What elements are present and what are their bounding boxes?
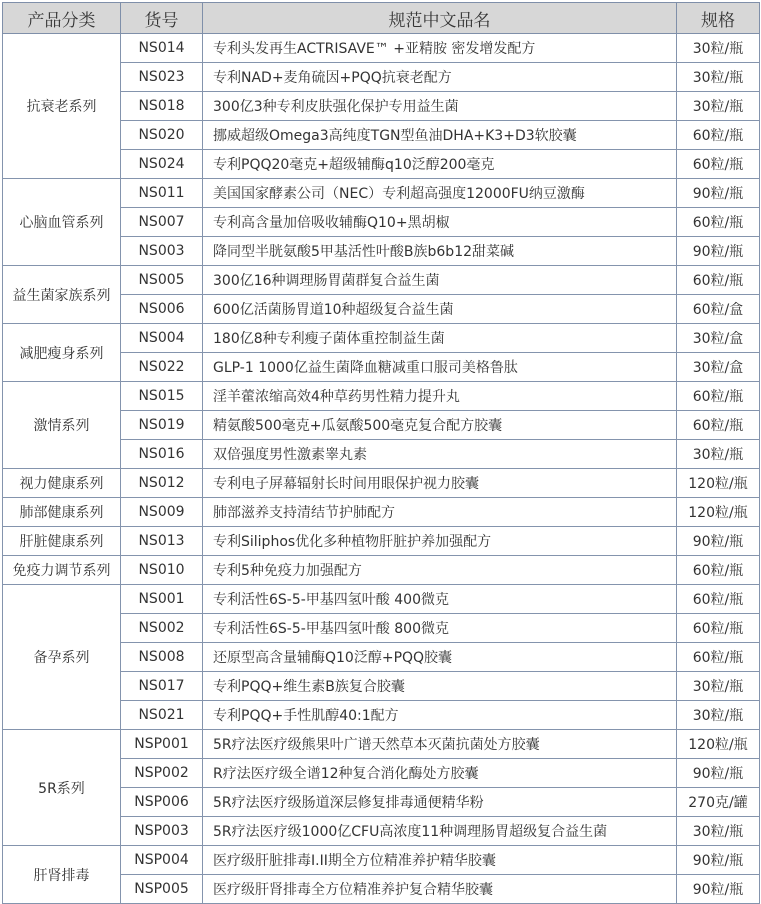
spec-cell: 60粒/瓶: [677, 266, 760, 295]
code-cell: NS013: [121, 527, 203, 556]
code-cell: NS024: [121, 150, 203, 179]
table-row: [3, 382, 760, 411]
code-cell: NS021: [121, 701, 203, 730]
code-cell: NS006: [121, 295, 203, 324]
code-cell: NS014: [121, 34, 203, 63]
product-name-cell: 180亿8种专利瘦子菌体重控制益生菌: [203, 324, 677, 353]
spec-cell: 30粒/瓶: [677, 672, 760, 701]
category-cell: 免疫力调节系列: [3, 556, 121, 585]
spec-cell: 30粒/盒: [677, 353, 760, 382]
product-name-cell: 淫羊藿浓缩高效4种草药男性精力提升丸: [203, 382, 677, 411]
code-cell: NS020: [121, 121, 203, 150]
spec-cell: 60粒/瓶: [677, 382, 760, 411]
product-name-cell: 还原型高含量辅酶Q10泛醇+PQQ胶囊: [203, 643, 677, 672]
table-row: [3, 527, 760, 556]
spec-cell: 30粒/瓶: [677, 701, 760, 730]
product-name-cell: 专利PQQ+手性肌醇40:1配方: [203, 701, 677, 730]
product-name-cell: 专利Siliphos优化多种植物肝脏护养加强配方: [203, 527, 677, 556]
spec-cell: 60粒/盒: [677, 295, 760, 324]
category-cell: 肝脏健康系列: [3, 527, 121, 556]
spec-cell: 60粒/瓶: [677, 614, 760, 643]
category-cell: 备孕系列: [3, 585, 121, 730]
code-cell: NSP002: [121, 759, 203, 788]
spec-cell: 90粒/瓶: [677, 179, 760, 208]
category-cell: 心脑血管系列: [3, 179, 121, 266]
code-cell: NSP003: [121, 817, 203, 846]
spec-cell: 30粒/瓶: [677, 440, 760, 469]
spec-cell: 90粒/瓶: [677, 237, 760, 266]
spec-cell: 90粒/瓶: [677, 846, 760, 875]
category-cell: 减肥瘦身系列: [3, 324, 121, 382]
product-name-cell: 专利活性6S-5-甲基四氢叶酸 800微克: [203, 614, 677, 643]
spec-cell: 60粒/瓶: [677, 585, 760, 614]
category-cell: 益生菌家族系列: [3, 266, 121, 324]
code-cell: NS016: [121, 440, 203, 469]
category-cell: 肝肾排毒: [3, 846, 121, 904]
spec-cell: 90粒/瓶: [677, 527, 760, 556]
header-row: [3, 3, 760, 34]
table-row: [3, 730, 760, 759]
product-name-cell: 专利PQQ20毫克+超级辅酶q10泛醇200毫克: [203, 150, 677, 179]
code-cell: NS012: [121, 469, 203, 498]
table-row: [3, 266, 760, 295]
spec-cell: 60粒/瓶: [677, 208, 760, 237]
product-name-cell: 5R疗法医疗级熊果叶广谱天然草本灭菌抗菌处方胶囊: [203, 730, 677, 759]
table-row: [3, 556, 760, 585]
header-code: 货号: [121, 3, 203, 34]
table-row: [3, 846, 760, 875]
code-cell: NS010: [121, 556, 203, 585]
header-category: 产品分类: [3, 3, 121, 34]
code-cell: NS017: [121, 672, 203, 701]
code-cell: NS011: [121, 179, 203, 208]
code-cell: NS003: [121, 237, 203, 266]
product-name-cell: 医疗级肝脏排毒I.II期全方位精准养护精华胶囊: [203, 846, 677, 875]
product-name-cell: 医疗级肝肾排毒全方位精准养护复合精华胶囊: [203, 875, 677, 904]
product-name-cell: 肺部滋养支持清结节护肺配方: [203, 498, 677, 527]
code-cell: NS004: [121, 324, 203, 353]
table-body: [3, 34, 760, 904]
product-name-cell: 专利头发再生ACTRISAVE™ +亚精胺 密发增发配方: [203, 34, 677, 63]
product-name-cell: 降同型半胱氨酸5甲基活性叶酸B族b6b12甜菜碱: [203, 237, 677, 266]
product-name-cell: 双倍强度男性激素睾丸素: [203, 440, 677, 469]
spec-cell: 30粒/瓶: [677, 34, 760, 63]
spec-cell: 90粒/瓶: [677, 875, 760, 904]
code-cell: NSP005: [121, 875, 203, 904]
code-cell: NS001: [121, 585, 203, 614]
code-cell: NS005: [121, 266, 203, 295]
spec-cell: 60粒/瓶: [677, 411, 760, 440]
product-name-cell: 专利电子屏幕辐射长时间用眼保护视力胶囊: [203, 469, 677, 498]
product-name-cell: 5R疗法医疗级肠道深层修复排毒通便精华粉: [203, 788, 677, 817]
product-name-cell: GLP-1 1000亿益生菌降血糖减重口服司美格鲁肽: [203, 353, 677, 382]
spec-cell: 30粒/瓶: [677, 63, 760, 92]
header-name: 规范中文品名: [203, 3, 677, 34]
spec-cell: 90粒/瓶: [677, 759, 760, 788]
code-cell: NSP004: [121, 846, 203, 875]
category-cell: 5R系列: [3, 730, 121, 846]
category-cell: 抗衰老系列: [3, 34, 121, 179]
table-row: [3, 585, 760, 614]
code-cell: NS022: [121, 353, 203, 382]
spec-cell: 60粒/瓶: [677, 556, 760, 585]
spec-cell: 270克/罐: [677, 788, 760, 817]
category-cell: 激情系列: [3, 382, 121, 469]
product-table: [2, 2, 760, 904]
spec-cell: 120粒/瓶: [677, 469, 760, 498]
category-cell: 肺部健康系列: [3, 498, 121, 527]
code-cell: NS008: [121, 643, 203, 672]
code-cell: NS002: [121, 614, 203, 643]
spec-cell: 60粒/瓶: [677, 150, 760, 179]
code-cell: NS015: [121, 382, 203, 411]
code-cell: NS007: [121, 208, 203, 237]
product-name-cell: 精氨酸500毫克+瓜氨酸500毫克复合配方胶囊: [203, 411, 677, 440]
spec-cell: 60粒/瓶: [677, 121, 760, 150]
table-row: [3, 498, 760, 527]
product-name-cell: 专利NAD+麦角硫因+PQQ抗衰老配方: [203, 63, 677, 92]
code-cell: NS009: [121, 498, 203, 527]
spec-cell: 30粒/盒: [677, 324, 760, 353]
table-row: [3, 469, 760, 498]
product-name-cell: 挪威超级Omega3高纯度TGN型鱼油DHA+K3+D3软胶囊: [203, 121, 677, 150]
spec-cell: 30粒/瓶: [677, 817, 760, 846]
code-cell: NSP001: [121, 730, 203, 759]
table-row: [3, 179, 760, 208]
product-name-cell: 专利PQQ+维生素B族复合胶囊: [203, 672, 677, 701]
code-cell: NS023: [121, 63, 203, 92]
product-name-cell: 专利活性6S-5-甲基四氢叶酸 400微克: [203, 585, 677, 614]
spec-cell: 120粒/瓶: [677, 730, 760, 759]
product-name-cell: R疗法医疗级全谱12种复合消化酶处方胶囊: [203, 759, 677, 788]
product-name-cell: 300亿16种调理肠胃菌群复合益生菌: [203, 266, 677, 295]
product-name-cell: 300亿3种专利皮肤强化保护专用益生菌: [203, 92, 677, 121]
code-cell: NS019: [121, 411, 203, 440]
spec-cell: 120粒/瓶: [677, 498, 760, 527]
code-cell: NS018: [121, 92, 203, 121]
product-name-cell: 美国国家酵素公司（NEC）专利超高强度12000FU纳豆激酶: [203, 179, 677, 208]
code-cell: NSP006: [121, 788, 203, 817]
header-spec: 规格: [677, 3, 760, 34]
product-name-cell: 600亿活菌肠胃道10种超级复合益生菌: [203, 295, 677, 324]
table-row: [3, 34, 760, 63]
table-row: [3, 324, 760, 353]
product-name-cell: 专利高含量加倍吸收辅酶Q10+黑胡椒: [203, 208, 677, 237]
spec-cell: 60粒/瓶: [677, 643, 760, 672]
category-cell: 视力健康系列: [3, 469, 121, 498]
spec-cell: 30粒/瓶: [677, 92, 760, 121]
product-name-cell: 5R疗法医疗级1000亿CFU高浓度11种调理肠胃超级复合益生菌: [203, 817, 677, 846]
product-name-cell: 专利5种免疫力加强配方: [203, 556, 677, 585]
